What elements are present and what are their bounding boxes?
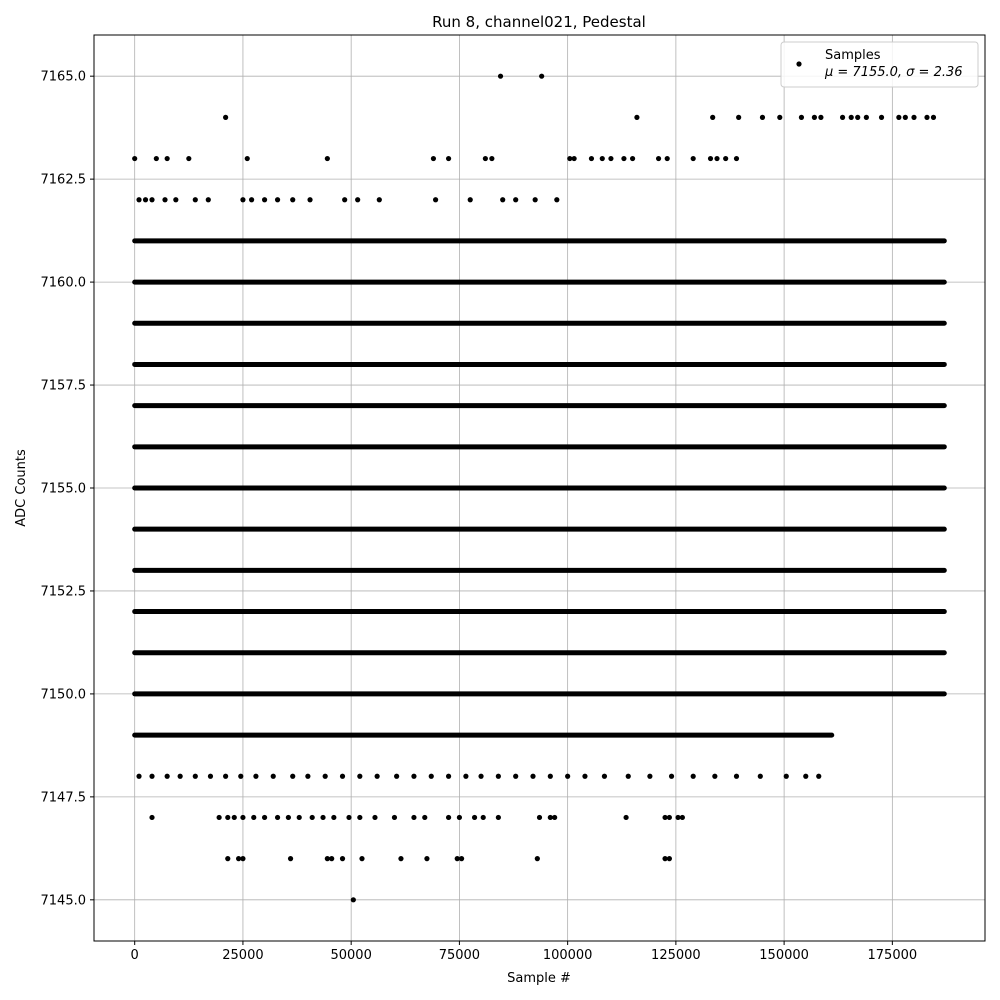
data-point [656, 156, 661, 161]
data-point [879, 115, 884, 120]
data-point [411, 815, 416, 820]
data-point [630, 156, 635, 161]
data-point [193, 197, 198, 202]
data-point [262, 815, 267, 820]
data-point [162, 197, 167, 202]
data-point [208, 774, 213, 779]
data-point [271, 774, 276, 779]
x-tick-label: 75000 [438, 948, 481, 963]
x-tick-label: 150000 [759, 948, 809, 963]
y-axis-label: ADC Counts [14, 449, 29, 527]
data-point [351, 897, 356, 902]
data-point [572, 156, 577, 161]
data-point [136, 774, 141, 779]
data-point [483, 156, 488, 161]
data-point [245, 156, 250, 161]
data-point [896, 115, 901, 120]
data-point [680, 815, 685, 820]
data-point [165, 774, 170, 779]
data-point [812, 115, 817, 120]
data-point [275, 815, 280, 820]
data-point [392, 815, 397, 820]
data-point [463, 774, 468, 779]
data-point [924, 115, 929, 120]
data-point [178, 774, 183, 779]
data-point [394, 774, 399, 779]
data-point [496, 774, 501, 779]
legend-marker [796, 61, 801, 66]
data-point [154, 156, 159, 161]
data-point [346, 815, 351, 820]
data-point [253, 774, 258, 779]
data-point [136, 197, 141, 202]
data-point [325, 156, 330, 161]
data-point [223, 774, 228, 779]
data-point [288, 856, 293, 861]
data-point [286, 815, 291, 820]
data-point [626, 774, 631, 779]
data-point [734, 774, 739, 779]
y-tick-label: 7162.5 [40, 172, 86, 188]
data-point [225, 856, 230, 861]
data-point [554, 197, 559, 202]
y-tick-label: 7155.0 [40, 481, 86, 497]
data-point [803, 774, 808, 779]
data-point [816, 774, 821, 779]
data-point [539, 74, 544, 79]
data-point [340, 856, 345, 861]
data-point [377, 197, 382, 202]
data-point [669, 774, 674, 779]
data-point [710, 115, 715, 120]
data-point [193, 774, 198, 779]
data-point [297, 815, 302, 820]
data-point [249, 197, 254, 202]
data-point [472, 815, 477, 820]
data-point [468, 197, 473, 202]
data-point [691, 156, 696, 161]
data-point [513, 774, 518, 779]
data-point [758, 774, 763, 779]
y-tick-label: 7152.5 [40, 584, 86, 600]
data-point [225, 815, 230, 820]
data-point [760, 115, 765, 120]
data-point [411, 774, 416, 779]
data-point [565, 774, 570, 779]
data-point [433, 197, 438, 202]
data-point [589, 156, 594, 161]
data-point [714, 156, 719, 161]
data-point [290, 197, 295, 202]
data-point [240, 197, 245, 202]
data-point [217, 815, 222, 820]
x-tick-label: 100000 [542, 948, 593, 963]
data-point [206, 197, 211, 202]
legend-entry-stats: μ = 7155.0, σ = 2.36 [825, 65, 963, 80]
data-point [489, 156, 494, 161]
x-tick-label: 125000 [651, 948, 701, 963]
x-tick-label: 25000 [222, 948, 264, 963]
data-point [691, 774, 696, 779]
data-point [357, 815, 362, 820]
data-point [251, 815, 256, 820]
data-point [530, 774, 535, 779]
x-tick-label: 175000 [867, 948, 918, 963]
data-point [537, 815, 542, 820]
chart-title: Run 8, channel021, Pedestal [432, 13, 646, 31]
data-point [533, 197, 538, 202]
data-point [818, 115, 823, 120]
data-point [422, 815, 427, 820]
data-point [149, 774, 154, 779]
legend-entry-label: Samples [825, 48, 881, 63]
data-point [481, 815, 486, 820]
data-point [459, 856, 464, 861]
data-point [331, 815, 336, 820]
data-point [911, 115, 916, 120]
data-point [240, 815, 245, 820]
data-point [372, 815, 377, 820]
data-point [223, 115, 228, 120]
data-point [855, 115, 860, 120]
data-point [238, 774, 243, 779]
data-point [132, 156, 137, 161]
data-point [799, 115, 804, 120]
data-point [186, 156, 191, 161]
data-point [849, 115, 854, 120]
data-point [582, 774, 587, 779]
data-point [290, 774, 295, 779]
data-point [723, 156, 728, 161]
data-point [305, 774, 310, 779]
data-point [621, 156, 626, 161]
y-tick-label: 7150.0 [40, 687, 86, 703]
data-point [307, 197, 312, 202]
data-point [375, 774, 380, 779]
data-point [903, 115, 908, 120]
data-point [446, 156, 451, 161]
data-point [667, 815, 672, 820]
data-point [240, 856, 245, 861]
data-point [398, 856, 403, 861]
data-point [931, 115, 936, 120]
data-point [429, 774, 434, 779]
data-point [777, 115, 782, 120]
data-point [513, 197, 518, 202]
x-axis-label: Sample # [507, 971, 571, 986]
data-point [446, 774, 451, 779]
data-point [342, 197, 347, 202]
data-point [734, 156, 739, 161]
data-point [623, 815, 628, 820]
data-point [634, 115, 639, 120]
data-point [424, 856, 429, 861]
y-tick-label: 7165.0 [40, 69, 86, 85]
y-tick-label: 7160.0 [40, 275, 86, 291]
data-point [275, 197, 280, 202]
data-point [359, 856, 364, 861]
data-point [864, 115, 869, 120]
data-point [323, 774, 328, 779]
data-point [165, 156, 170, 161]
data-point [708, 156, 713, 161]
data-point [340, 774, 345, 779]
data-point [498, 74, 503, 79]
data-point [496, 815, 501, 820]
data-point [535, 856, 540, 861]
y-tick-label: 7145.0 [40, 893, 86, 909]
data-point [446, 815, 451, 820]
data-point [262, 197, 267, 202]
data-point [500, 197, 505, 202]
data-point [173, 197, 178, 202]
data-point [602, 774, 607, 779]
data-point [478, 774, 483, 779]
data-point [712, 774, 717, 779]
data-point [736, 115, 741, 120]
x-tick-label: 0 [130, 948, 139, 963]
data-point [357, 774, 362, 779]
data-point [149, 815, 154, 820]
legend [781, 42, 978, 87]
data-point [232, 815, 237, 820]
y-tick-label: 7147.5 [40, 790, 86, 806]
y-tick-label: 7157.5 [40, 378, 86, 394]
data-point [310, 815, 315, 820]
x-tick-label: 50000 [330, 948, 372, 963]
data-point [143, 197, 148, 202]
data-point [431, 156, 436, 161]
data-point [840, 115, 845, 120]
data-point [784, 774, 789, 779]
data-point [667, 856, 672, 861]
data-point [355, 197, 360, 202]
data-point [329, 856, 334, 861]
data-point [665, 156, 670, 161]
data-point [149, 197, 154, 202]
data-point [548, 774, 553, 779]
data-point [647, 774, 652, 779]
data-point [457, 815, 462, 820]
data-point [552, 815, 557, 820]
data-point [600, 156, 605, 161]
data-point [608, 156, 613, 161]
data-point [320, 815, 325, 820]
